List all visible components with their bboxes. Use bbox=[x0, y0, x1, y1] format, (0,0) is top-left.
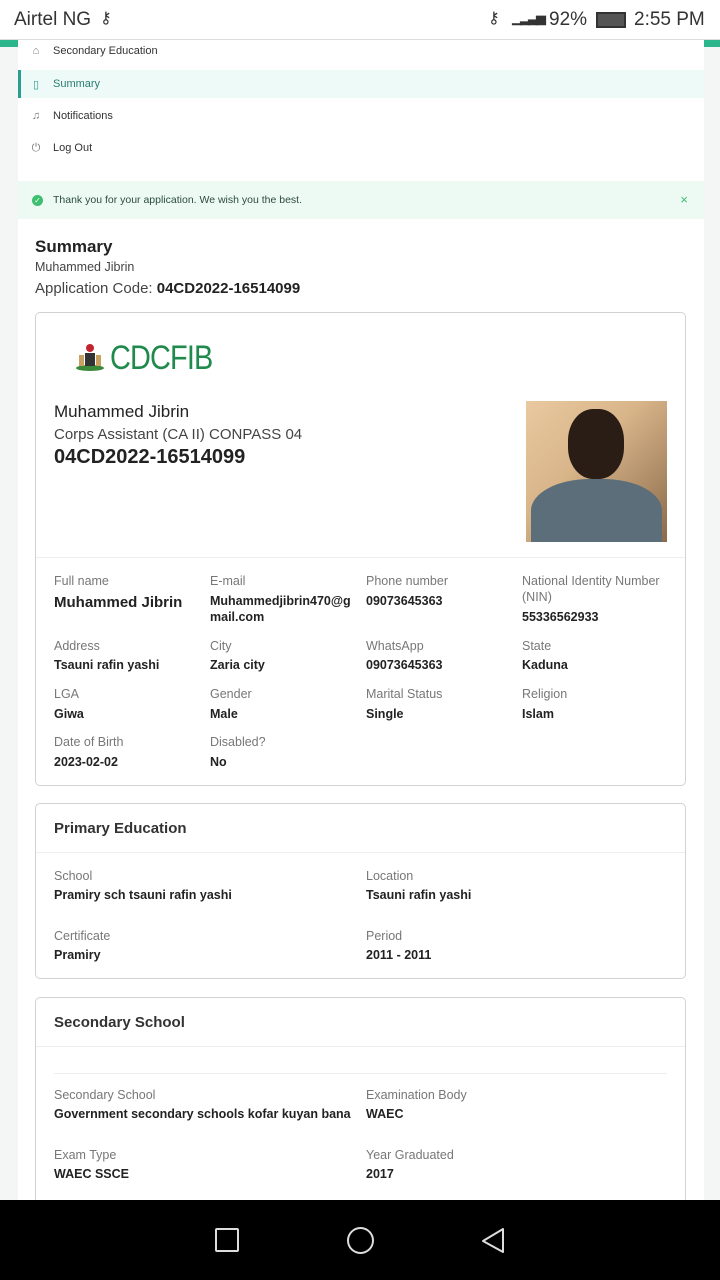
android-nav-bar bbox=[0, 1200, 720, 1280]
home-button[interactable] bbox=[347, 1227, 374, 1254]
field-value: Muhammedjibrin470@gmail.com bbox=[210, 594, 351, 624]
profile-code: 04CD2022-16514099 bbox=[54, 446, 246, 468]
field-value: 09073645363 bbox=[366, 658, 443, 672]
field-label: Exam Type bbox=[54, 1148, 117, 1162]
field-value: Tsauni rafin yashi bbox=[366, 888, 472, 902]
menu-label: Log Out bbox=[53, 142, 93, 154]
field-value: 2017 bbox=[366, 1167, 394, 1181]
menu-item-log-out[interactable] bbox=[18, 134, 704, 162]
document-icon: ▯ bbox=[32, 78, 40, 91]
profile-position: Corps Assistant (CA II) CONPASS 04 bbox=[54, 426, 303, 443]
field-label: Year Graduated bbox=[366, 1148, 454, 1162]
field-label: National Identity Number (NIN) bbox=[522, 574, 660, 604]
battery-percent: 92% bbox=[549, 9, 588, 30]
alert-text: Thank you for your application. We wish you the best. bbox=[53, 194, 303, 206]
accent-strip bbox=[0, 40, 18, 47]
card-title: Primary Education bbox=[54, 820, 187, 837]
cdcfib-logo: CDCFIB bbox=[110, 339, 213, 377]
field-label: Certificate bbox=[54, 929, 111, 943]
menu-item-summary[interactable] bbox=[18, 70, 704, 98]
menu-label: Summary bbox=[53, 78, 101, 90]
field-label: Gender bbox=[210, 687, 252, 701]
field-value: WAEC bbox=[366, 1107, 404, 1121]
profile-name: Muhammed Jibrin bbox=[54, 402, 190, 421]
field-label: Date of Birth bbox=[54, 735, 124, 749]
primary-education-card bbox=[35, 803, 686, 979]
menu-label: Secondary Education bbox=[53, 45, 158, 57]
accent-strip bbox=[704, 40, 720, 47]
field-value: 09073645363 bbox=[366, 594, 443, 608]
field-label: WhatsApp bbox=[366, 639, 424, 653]
field-value: Government secondary schools kofar kuyan bana bbox=[54, 1107, 351, 1121]
field-value: Pramiry sch tsauni rafin yashi bbox=[54, 888, 232, 902]
field-value: No bbox=[210, 755, 227, 769]
field-value: Giwa bbox=[54, 707, 84, 721]
field-label: State bbox=[522, 639, 552, 653]
applicant-name: Muhammed Jibrin bbox=[35, 260, 135, 274]
clock: 2:55 PM bbox=[634, 9, 705, 30]
field-label: Examination Body bbox=[366, 1088, 467, 1102]
field-label: Marital Status bbox=[366, 687, 443, 701]
status-bar bbox=[0, 0, 720, 40]
close-icon[interactable]: × bbox=[680, 192, 688, 207]
field-label: E-mail bbox=[210, 574, 246, 588]
card-title: Secondary School bbox=[54, 1014, 185, 1031]
field-label: Phone number bbox=[366, 574, 449, 588]
field-value: Tsauni rafin yashi bbox=[54, 658, 160, 672]
field-label: School bbox=[54, 869, 93, 883]
signal-icon: ▁▂▃▅ bbox=[512, 10, 544, 25]
field-value: Islam bbox=[522, 707, 554, 721]
field-label: Secondary School bbox=[54, 1088, 156, 1102]
coat-of-arms-logo bbox=[74, 341, 106, 373]
field-value: 2023-02-02 bbox=[54, 755, 118, 769]
field-label: Religion bbox=[522, 687, 568, 701]
field-label: LGA bbox=[54, 687, 80, 701]
recents-button[interactable] bbox=[215, 1228, 239, 1252]
field-value: Zaria city bbox=[210, 658, 265, 672]
success-alert bbox=[18, 181, 704, 219]
field-value: WAEC SSCE bbox=[54, 1167, 130, 1181]
divider bbox=[36, 852, 685, 853]
field-label: Period bbox=[366, 929, 403, 943]
divider bbox=[36, 1046, 685, 1047]
page-title: Summary bbox=[35, 237, 113, 256]
back-button[interactable] bbox=[480, 1227, 506, 1254]
applicant-photo bbox=[526, 401, 667, 542]
field-value: 2011 - 2011 bbox=[366, 948, 432, 962]
divider bbox=[36, 557, 685, 558]
field-label: Disabled? bbox=[210, 735, 266, 749]
menu-item-notifications[interactable] bbox=[18, 102, 704, 130]
power-icon: ⏻ bbox=[31, 141, 41, 154]
menu-item-secondary-education[interactable] bbox=[18, 37, 704, 65]
field-label: Address bbox=[54, 639, 100, 653]
field-label: City bbox=[210, 639, 232, 653]
battery-icon bbox=[596, 12, 626, 28]
field-value: Pramiry bbox=[54, 948, 101, 962]
graduation-cap-icon: ⌂ bbox=[32, 45, 40, 57]
field-value: Single bbox=[366, 707, 404, 721]
vpn-key-icon: ⚷ bbox=[100, 10, 112, 27]
profile-card bbox=[35, 312, 686, 786]
carrier-name: Airtel NG bbox=[14, 9, 92, 30]
divider bbox=[54, 1073, 667, 1074]
field-value: 55336562933 bbox=[522, 610, 599, 624]
field-label: Full name bbox=[54, 574, 109, 588]
menu-label: Notifications bbox=[53, 110, 113, 122]
application-code: Application Code: 04CD2022-16514099 bbox=[35, 280, 301, 297]
vpn-key-icon: ⚷ bbox=[488, 10, 500, 27]
field-value: Kaduna bbox=[522, 658, 568, 672]
check-circle-icon: ✓ bbox=[32, 195, 43, 206]
field-label: Location bbox=[366, 869, 414, 883]
field-value: Muhammed Jibrin bbox=[54, 594, 183, 611]
bell-icon: ♫ bbox=[31, 110, 41, 122]
field-value: Male bbox=[210, 707, 238, 721]
